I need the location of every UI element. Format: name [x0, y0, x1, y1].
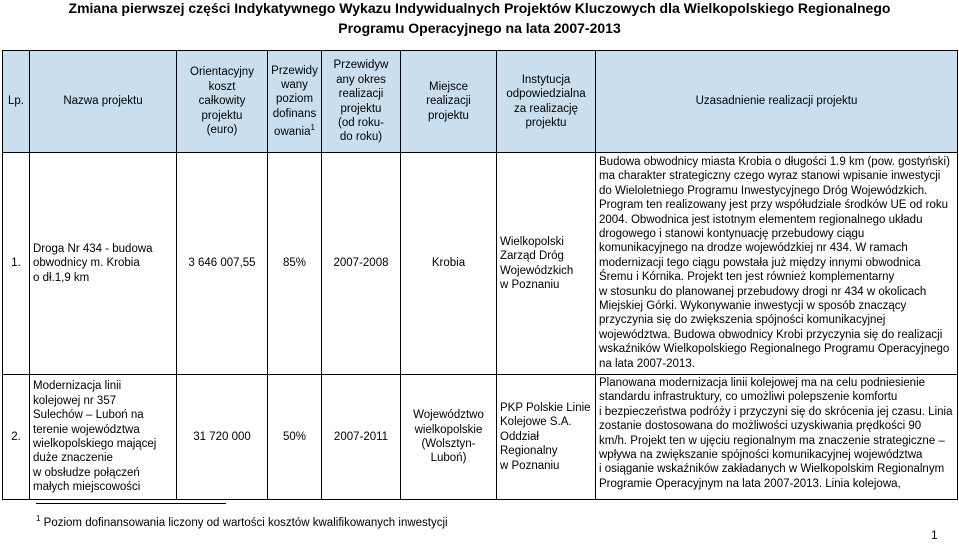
footnote-text: Poziom dofinansowania liczony od wartości kosztów kwalifikowanych inwestycji — [43, 516, 448, 529]
page-number: 1 — [931, 528, 938, 542]
row-cofinancing: 50% — [268, 375, 322, 500]
document-title-line-2: Programu Operacyjnego na lata 2007-2013 — [338, 20, 621, 36]
row-name: Droga Nr 434 - budowa obwodnicy m. Krobia o dł.1,9 km — [30, 153, 177, 375]
row-place: Województwo wielkopolskie (Wolsztyn- Luboń) — [401, 375, 497, 500]
header-period: Przewidyw any okres realizacji projektu (od roku- do roku) — [322, 51, 401, 153]
row-institution: PKP Polskie Linie Kolejowe S.A. Oddział Regionalny w Poznaniu — [497, 375, 596, 500]
table-row — [3, 153, 958, 375]
row-cofinancing: 85% — [268, 153, 322, 375]
footnote-marker: 1 — [36, 514, 41, 523]
document-title-line-1: Zmiana pierwszej części Indykatywnego Wykazu Indywidualnych Projektów Kluczowych dla Wielkopolskiego Regionalnego — [68, 0, 891, 16]
row-justification: Planowana modernizacja linii kolejowej ma na celu podniesienie standardu infrastruktury, co umożliwi polepszenie komfortu i bezpieczeństwa podróży i przyczyni się do skrócenia jej czasu. Linia zostanie dostosowana do możliwości uzyskiwania prędkości 90 km/h. Projekt ten w ujęciu regionalnym ma znaczenie strategiczne – wpływa na zwiększanie spójności komunikacyjnej województwa i osiąganie wskaźników zakładanych w Wielkopolskim Regionalnym Programie Operacyjnym na lata 2007-2013. Linia kolejowa, — [596, 375, 958, 500]
header-lp: Lp. — [3, 51, 30, 153]
header-cost: Orientacyjny koszt całkowity projektu (euro) — [177, 51, 268, 153]
header-place: Miejsce realizacji projektu — [401, 51, 497, 153]
footnote — [36, 512, 448, 530]
row-period: 2007-2011 — [322, 375, 401, 500]
row-name: Modernizacja linii kolejowej nr 357 Sulechów – Luboń na terenie województwa wielkopolskiego mającej duże znaczenie w obsłudze połączeń małych miejscowości — [30, 375, 177, 500]
header-name: Nazwa projektu — [30, 51, 177, 153]
row-place: Krobia — [401, 153, 497, 375]
table-row — [3, 375, 958, 500]
row-period: 2007-2008 — [322, 153, 401, 375]
table-header-row — [3, 51, 958, 153]
row-cost: 31 720 000 — [177, 375, 268, 500]
row-institution: Wielkopolski Zarząd Dróg Wojewódzkich w Poznaniu — [497, 153, 596, 375]
footnote-separator — [36, 503, 226, 504]
header-cofinancing: Przewidy wany poziom dofinans owania$^1$ — [268, 51, 322, 153]
footnote-ref: 1 — [310, 123, 315, 133]
row-lp: 1. — [3, 153, 30, 375]
row-cost: 3 646 007,55 — [177, 153, 268, 375]
header-justification: Uzasadnienie realizacji projektu — [596, 51, 958, 153]
row-justification: Budowa obwodnicy miasta Krobia o długości 1.9 km (pow. gostyński) ma charakter strategiczny czego wyraz stanowi wpisanie inwestycji do Wieloletniego Programu Inwestycyjnego Dróg Wojewódzkich. Program ten realizowany jest przy współudziale środków UE od roku 2004. Obwodnica jest istotnym elementem regionalnego układu drogowego i stanowi kontynuację przebudowy ciągu komunikacyjnego na drodze wojewódzkiej nr 434. W ramach modernizacji tego ciągu powstała już między innymi obwodnica Śremu i Kórnika. Projekt ten jest również komplementarny w stosunku do planowanej przebudowy drogi nr 434 w okolicach Miejskiej Górki. Wykonywanie inwestycji w sposób znaczący przyczynia się do zwiększenia spójności komunikacyjnej województwa. Budowa obwodnicy Krobi przyczynia się do realizacji wskaźników Wielkopolskiego Regionalnego Programu Operacyjnego na lata 2007-2013. — [596, 153, 958, 375]
header-institution: Instytucja odpowiedzialna za realizację projektu — [497, 51, 596, 153]
row-lp: 2. — [3, 375, 30, 500]
projects-table — [2, 50, 958, 500]
